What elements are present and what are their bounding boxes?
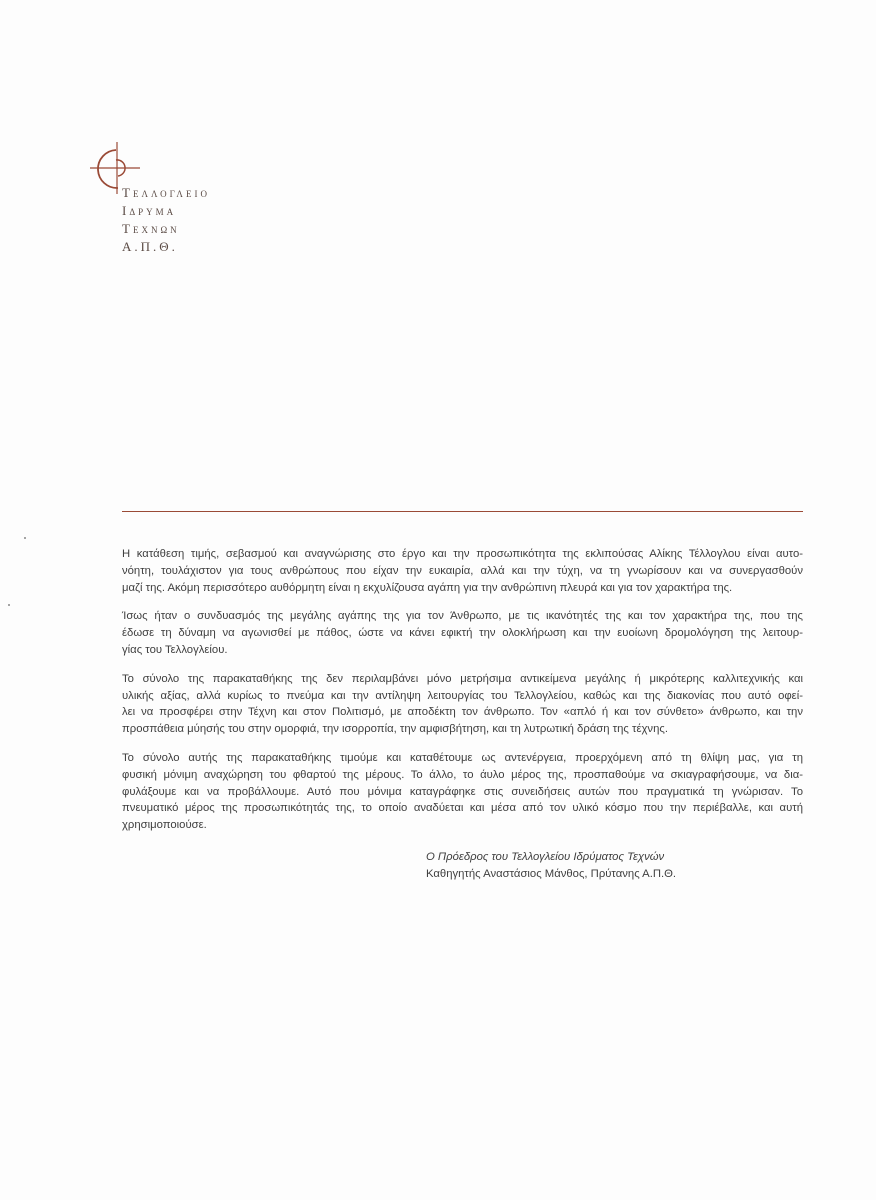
text-line: πνευματικό μέρος της προσωπικότητάς της, το οποίο αναδύεται και μέσα από τον υλικό κόσμο που την περιέβαλλε, και αυτή [122,802,803,815]
text-line: λει να προσφέρει στην Τέχνη και στον Πολιτισμό, με αποδέκτη τον άνθρωπο. Τον «απλό ή και τον σύνθετο» άνθρωπο, και την [122,706,803,719]
text-line: Το σύνολο αυτής της παρακαταθήκης τιμούμε και καταθέτουμε ως αντενέργεια, προερχόμενη από τη θλίψη μας, για τη [122,751,803,764]
logo-line-1: Τελλογλειο [122,185,210,200]
paragraph-3 [122,671,803,738]
section-divider [122,511,803,512]
scan-speck [8,604,10,606]
text-line: φυσική μόνιμη αναχώρηση του φθαρτού της μέρους. Το άλλο, το άυλο μέρος της, προσπαθούμε να σκιαγραφήσουμε, να δια- [122,768,803,781]
text-line: Το σύνολο της παρακαταθήκης της δεν περιλαμβάνει μόνο μετρήσιμα αντικείμενα μεγάλης ή μικρότερης καλλιτεχνικής και [122,672,803,685]
scan-speck [24,537,26,539]
text-line: νόητη, τουλάχιστον για τους ανθρώπους που είχαν την ευκαιρία, αλλά και την τύχη, να τη γνωρίσουν και να συνεργασθούν [122,564,803,577]
signature-block [426,849,676,883]
logo-wordmark [122,184,210,256]
paragraph-2 [122,608,803,658]
logo-line-3: Τεχνων [122,221,180,236]
text-line: υλικής αξίας, αλλά κυρίως το πνεύμα και την αντίληψη λειτουργίας του Τελλογλείου, καθώς και της διακονίας που αυτό οφεί- [122,689,803,702]
text-line: Η κατάθεση τιμής, σεβασμού και αναγνώρισης στο έργο και την προσωπικότητα της εκλιπούσας Αλίκης Τέλλογλου είναι αυτο- [122,548,803,560]
text-line: μαζί της. Ακόμη περισσότερο αυθόρμητη είναι η εκχυλίζουσα αγάπη για την ανθρώπινη πλευρά και για τον χαρακτήρα της. [122,581,733,594]
paragraph-4 [122,750,803,834]
text-line: προσπάθεια μύησής του στην ομορφιά, την ισορροπία, την αμφισβήτηση, και τη λυτρωτική δράση της τέχνης. [122,723,668,736]
logo-line-2: Ιδρυμα [122,203,177,218]
text-line: έδωσε τη δύναμη να αγωνισθεί με πάθος, ώστε να κάνει εφικτή την ολοκλήρωση και την ευοίωνη δρομολόγηση της λειτουρ- [122,627,803,640]
text-line: γίας του Τελλογλείου. [122,643,228,656]
text-line: φυλάξουμε και να προβάλλουμε. Αυτό που μόνιμα καταγράφηκε στις συνειδήσεις αυτών που πραγματικά τη γνώρισαν. Το [122,785,803,798]
text-line: χρησιμοποιούσε. [122,819,207,832]
signatory-role: Ο Πρόεδρος του Τελλογλείου Ιδρύματος Τεχνών [426,851,665,863]
text-line: Ίσως ήταν ο συνδυασμός της μεγάλης αγάπης της για τον Άνθρωπο, με τις ικανότητές της και τον χαρακτήρα της, που της [122,610,803,623]
paragraph-1 [122,546,803,596]
signatory-name: Καθηγητής Αναστάσιος Μάνθος, Πρύτανης Α.Π.Θ. [426,868,677,880]
letter-body [122,546,803,846]
logo-line-4: Α.Π.Θ. [122,239,178,254]
